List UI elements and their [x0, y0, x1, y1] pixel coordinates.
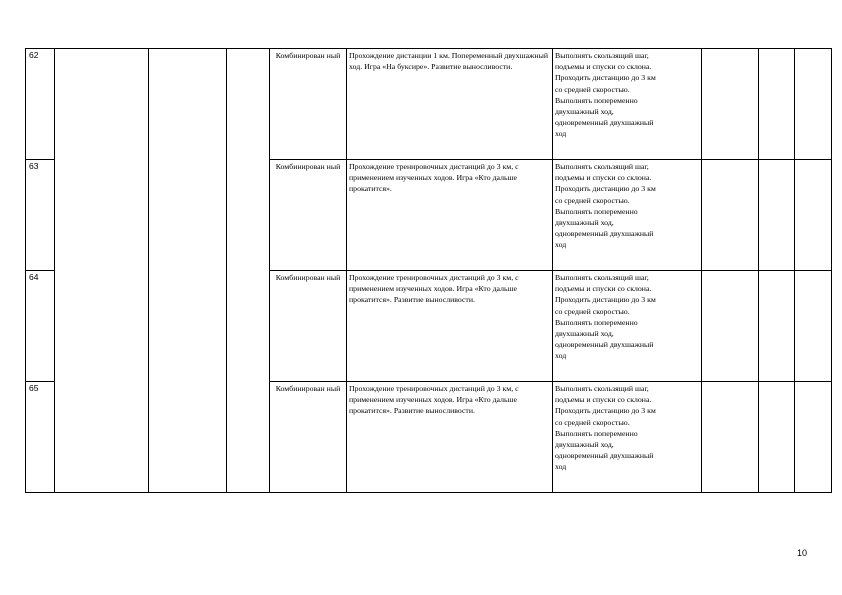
requirement-line: двухшажный ход, [555, 440, 614, 450]
requirement-line: подъемы и спуски со склона. [555, 284, 652, 294]
requirement-line: двухшажный ход, [555, 218, 614, 228]
lesson-requirements [553, 49, 702, 160]
lesson-content: Прохождение тренировочных дистанций до 3 км, с применением изученных ходов. Игра «Кто дальше прокатится». [347, 160, 553, 271]
requirement-line: Выполнять скользящий шаг, [555, 51, 649, 60]
requirement-line: со средней скоростью. [555, 417, 630, 427]
requirement-line: двухшажный ход, [555, 107, 614, 117]
requirement-line: Выполнять скользящий шаг, [555, 162, 649, 171]
empty-cell [702, 49, 759, 160]
requirement-line: ход [555, 240, 567, 250]
empty-cell [227, 49, 270, 493]
empty-cell [55, 49, 149, 493]
lesson-number: 64 [26, 271, 55, 382]
lesson-type: Комбинирован ный [270, 160, 347, 271]
empty-cell [759, 271, 795, 382]
requirement-line: Выполнять скользящий шаг, [555, 384, 649, 393]
empty-cell [795, 271, 832, 382]
requirement-line: ход [555, 462, 567, 472]
lesson-content: Прохождение тренировочных дистанций до 3 км, с применением изученных ходов. Игра «Кто дальше прокатится». Развитие выносливости. [347, 382, 553, 493]
empty-cell [795, 160, 832, 271]
requirement-line: Выполнять попеременно [555, 206, 638, 216]
requirement-line: одновременный двухшажный [555, 118, 654, 128]
requirement-line: со средней скоростью. [555, 195, 630, 205]
empty-cell [759, 49, 795, 160]
empty-cell [759, 382, 795, 493]
empty-cell [702, 160, 759, 271]
requirement-line: одновременный двухшажный [555, 340, 654, 350]
lesson-requirements [553, 271, 702, 382]
requirement-line: Проходить дистанцию до 3 км [555, 184, 656, 194]
empty-cell [702, 271, 759, 382]
requirement-line: подъемы и спуски со склона. [555, 173, 652, 183]
requirement-line: двухшажный ход, [555, 329, 614, 339]
requirement-line: Проходить дистанцию до 3 км [555, 406, 656, 416]
empty-cell [795, 49, 832, 160]
requirement-line: со средней скоростью. [555, 306, 630, 316]
lesson-number: 62 [26, 49, 55, 160]
lesson-content: Прохождение тренировочных дистанций до 3 км, с применением изученных ходов. Игра «Кто дальше прокатится». Развитие выносливости. [347, 271, 553, 382]
requirement-line: подъемы и спуски со склона. [555, 62, 652, 72]
lesson-number: 65 [26, 382, 55, 493]
requirement-line: одновременный двухшажный [555, 451, 654, 461]
requirement-line: Выполнять попеременно [555, 95, 638, 105]
page-number: 10 [797, 548, 808, 558]
lesson-number: 63 [26, 160, 55, 271]
lesson-requirements [553, 160, 702, 271]
requirement-line: Выполнять попеременно [555, 428, 638, 438]
requirement-line: подъемы и спуски со склона. [555, 395, 652, 405]
empty-cell [795, 382, 832, 493]
empty-cell [759, 160, 795, 271]
requirement-line: ход [555, 351, 567, 361]
requirement-line: со средней скоростью. [555, 84, 630, 94]
lesson-type: Комбинирован ный [270, 49, 347, 160]
lesson-requirements [553, 382, 702, 493]
requirement-line: ход [555, 129, 567, 139]
lesson-type: Комбинирован ный [270, 271, 347, 382]
lesson-type: Комбинирован ный [270, 382, 347, 493]
table-row [26, 49, 832, 160]
requirement-line: одновременный двухшажный [555, 229, 654, 239]
lesson-plan-table [25, 48, 832, 493]
lesson-content: Прохождение дистанции 1 км. Попеременный двухшажный ход. Игра «На буксире». Развитие выносливости. [347, 49, 553, 160]
requirement-line: Выполнять попеременно [555, 317, 638, 327]
requirement-line: Проходить дистанцию до 3 км [555, 73, 656, 83]
empty-cell [702, 382, 759, 493]
requirement-line: Проходить дистанцию до 3 км [555, 295, 656, 305]
empty-cell [149, 49, 227, 493]
requirement-line: Выполнять скользящий шаг, [555, 273, 649, 282]
